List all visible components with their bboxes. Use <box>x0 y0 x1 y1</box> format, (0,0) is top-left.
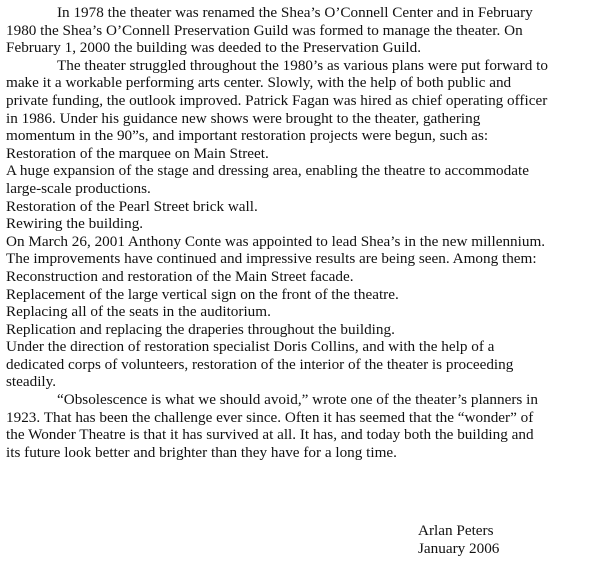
text-line: A huge expansion of the stage and dressing area, enabling the theatre to accommodate <box>6 162 529 180</box>
text-line: 1980 the Shea’s O’Connell Preservation Guild was formed to manage the theater. On <box>6 21 523 39</box>
text-line: Replacing all of the seats in the auditorium. <box>6 303 271 321</box>
text-line: February 1, 2000 the building was deeded to the Preservation Guild. <box>6 39 422 57</box>
text-line: steadily. <box>6 373 57 391</box>
text-line: On March 26, 2001 Anthony Conte was appointed to lead Shea’s in the new millennium. <box>6 232 546 250</box>
text-line: private funding, the outlook improved. Patrick Fagan was hired as chief operating officer <box>6 91 548 109</box>
author-name: Arlan Peters <box>418 522 494 539</box>
text-line: Rewiring the building. <box>6 215 144 233</box>
text-line: “Obsolescence is what we should avoid,” wrote one of the theater’s planners in <box>57 391 538 409</box>
text-line: dedicated corps of volunteers, restoration of the interior of the theater is proceeding <box>6 355 514 373</box>
text-line: Reconstruction and restoration of the Main Street facade. <box>6 267 354 285</box>
text-line: its future look better and brighter than they have for a long time. <box>6 443 397 461</box>
text-line: 1923. That has been the challenge ever since. Often it has seemed that the “wonder” of <box>6 408 534 426</box>
text-line: Restoration of the Pearl Street brick wall. <box>6 197 258 215</box>
text-line: Replication and replacing the draperies throughout the building. <box>6 320 395 338</box>
signature-block <box>418 522 499 558</box>
text-line: large-scale productions. <box>6 179 151 197</box>
text-line: Replacement of the large vertical sign on the front of the theatre. <box>6 285 399 303</box>
text-line: momentum in the 90”s, and important restoration projects were begun, such as: <box>6 127 489 145</box>
text-line: Under the direction of restoration specialist Doris Collins, and with the help of a <box>6 338 495 356</box>
document-body <box>6 4 606 461</box>
text-line: the Wonder Theatre is that it has survived at all. It has, and today both the building and <box>6 426 534 444</box>
text-line: The theater struggled throughout the 1980’s as various plans were put forward to <box>57 56 548 74</box>
signature-date: January 2006 <box>418 540 500 557</box>
text-line: In 1978 the theater was renamed the Shea’s O’Connell Center and in February <box>57 4 533 21</box>
text-line: in 1986. Under his guidance new shows were brought to the theater, gathering <box>6 109 481 127</box>
text-line: The improvements have continued and impressive results are being seen. Among them: <box>6 250 537 268</box>
text-line: make it a workable performing arts center. Slowly, with the help of both public and <box>6 74 512 92</box>
text-line: Restoration of the marquee on Main Street. <box>6 144 269 162</box>
